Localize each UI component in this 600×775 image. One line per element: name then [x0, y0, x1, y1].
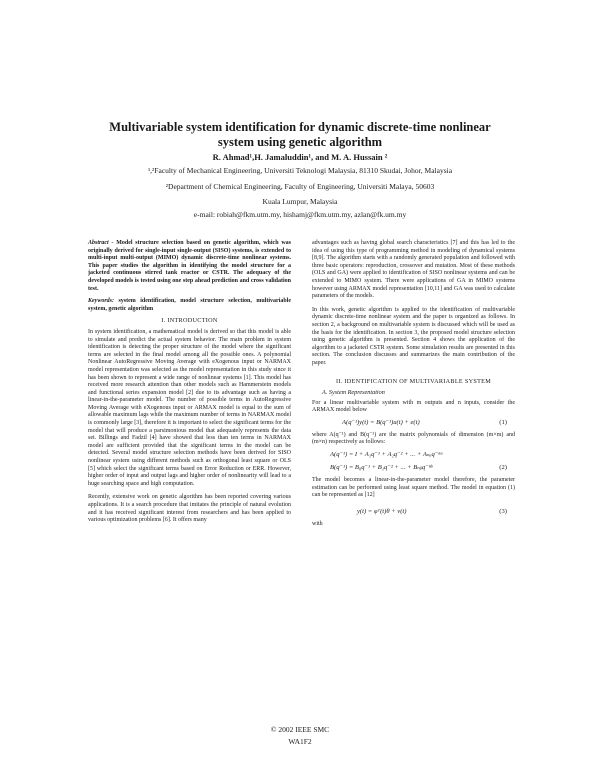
equation-1: [312, 419, 515, 428]
section-heading-identification: II. IDENTIFICATION OF MULTIVARIABLE SYSTEM: [335, 377, 492, 385]
paper-title: [90, 120, 510, 150]
equation-3-number: (3): [499, 507, 507, 515]
abstract: [88, 240, 291, 293]
footer-paper-code: WA1F2: [288, 737, 312, 746]
equation-2-number: (2): [499, 464, 507, 472]
author-emails: e-mail: robiah@fkm.utm.my, hishamj@fkm.utm.my, azlan@fk.um.my: [193, 210, 407, 219]
author-list: R. Ahmad¹,H. Jamaluddin¹, and M. A. Hussain ²: [212, 152, 388, 162]
title-line-1: Multivariable system identification for dynamic discrete-time nonlinear: [109, 120, 491, 134]
title-line-2: system using genetic algorithm: [217, 135, 383, 149]
right-paragraph-3: For a linear multivariable system with m outputs and n inputs, consider the ARMAX model below: [312, 399, 515, 414]
section-heading-introduction: I. INTRODUCTION: [161, 317, 218, 325]
affiliation-1: ¹,²Faculty of Mechanical Engineering, Universiti Teknologi Malaysia, 81310 Skudai, Johor, Malaysia: [147, 166, 453, 175]
equation-2a: [312, 451, 515, 460]
subsection-heading-system-representation: A. System Representation: [322, 389, 385, 397]
right-paragraph-2: In this work, genetic algorithm is applied to the identification of multivariable dynamic discrete-time nonlinear system and the paper is organized as follows. In section 2, a background on multivariable system is discussed which will be used as the basis for the identification. In section 3, the proposed model structure selection using genetic algorithm is presented. Section 4 shows the application of the algorithm to a jacketed CSTR system. Some simulation results are presented in this section. The conclusion discusses and summarizes the main contribution of the paper.: [312, 306, 515, 366]
right-paragraph-1: advantages such as having global search characteristics [7] and this has led to the idea of using this type of programming method in modeling of dynamical systems [8,9]. The algorithm starts with a randomly generated population and followed with three basic operators: reproduction, crossover and mutation. Most of these methods (OLS and GA) were applied to identification of SISO nonlinear systems and can be extended to MIMO system. There were applications of GA in MIMO systems however using ARMAX model representation [10,11] and GA was used to calculate parameters of the models.: [312, 240, 515, 300]
left-column: [88, 240, 291, 528]
intro-paragraph-1: In system identification, a mathematical model is derived so that this model is able to simulate and predict the actual system behavior. The main problem in system identification is detecting the proper structure of the model where the significant terms are selected in the final model among all the possible ones. A polynomial Nonlinear AutoRegressive Moving Average with eXogenous input or NARMAX model representation was selected as the model representation in this study since it has been shown to represent a wide range of nonlinear systems [1]. This model has received more research attention than other models such as Hammerstein models and functional series expansion model [2] due to its advantage such as having a linear-in-the-parameter model. The number of possible terms in AutoRegressive Moving Average with eXogenous input or ARMAX model is equal to the sum of allowable maximum lags while the maximum number of terms in NARMAX model is commonly large [3], therefore it is important to select the significant terms for the model that will produce a parsimonious model that adequately represents the data set. Billings and Fadzil [4] have showed that less than ten terms in NARMAX model are sufficient provided that the significant terms in the model can be detected. Several model structure selection methods have been derived for SISO nonlinear system using different methods such as orthogonal least square or OLS [5] which select the significant terms based on Error Reduction or ERR. However, higher order of input and output lags and higher order of nonlinearity will lead to a huge searching space and high computation.: [88, 328, 291, 487]
abstract-label: Abstract: [88, 240, 109, 246]
intro-paragraph-2: Recently, extensive work on genetic algorithm has been reported covering various applications. It is a search procedure that imitates the principle of natural evolution and it has received significant interest from researchers and has been applied to various optimization problems [6]. It offers many: [88, 494, 291, 524]
affiliation-3: Kuala Lumpur, Malaysia: [262, 197, 338, 206]
with-label: with: [312, 520, 323, 527]
equation-3-body: y(t) = φᵀ(t)θ + v(t): [357, 507, 407, 515]
equation-2a-body: A(q⁻¹) = I + A₁q⁻¹ + A₂q⁻² + ... + Aₙₐq⁻ⁿᵃ: [330, 451, 443, 459]
right-column: [312, 240, 515, 531]
keywords-label: Keywords:: [88, 298, 114, 305]
right-paragraph-5: The model becomes a linear-in-the-parameter model therefore, the parameter estimation can be performed using least square method. The model in equation (1) can be represented as [12]: [312, 477, 515, 499]
equation-2b-body: B(q⁻¹) = B₀q⁻¹ + B₁q⁻² + ... + Bₙᵦq⁻ⁿᵇ: [330, 464, 433, 472]
keywords-text: system identification, model structure selection, multivariable system, genetic algorithm: [88, 298, 291, 312]
affiliation-2: ²Department of Chemical Engineering, Faculty of Engineering, Universiti Malaya, 50603: [165, 182, 435, 191]
footer-copyright: © 2002 IEEE SMC: [270, 725, 330, 734]
equation-3: [312, 508, 515, 517]
equation-1-number: (1): [499, 418, 507, 426]
right-paragraph-4: where A(q⁻¹) and B(q⁻¹) are the matrix polynomials of dimension (m×m) and (m×n) respectively as follows:: [312, 431, 515, 446]
keywords: [88, 298, 291, 313]
equation-2b: [312, 464, 515, 473]
abstract-text: - Model structure selection based on genetic algorithm, which was originally derived for single-input single-output (SISO) systems, is extended to multi-input multi-output (MIMO) dynamic discrete-time nonlinear systems. This paper studies the algorithm in identifying the model structure for a jacketed continuous stirred tank reactor or CSTR. The adequacy of the developed models is tested using one step ahead prediction and cross validation test.: [88, 240, 291, 292]
equation-1-body: A(q⁻¹)y(t) = B(q⁻¹)u(t) + e(t): [342, 418, 420, 426]
